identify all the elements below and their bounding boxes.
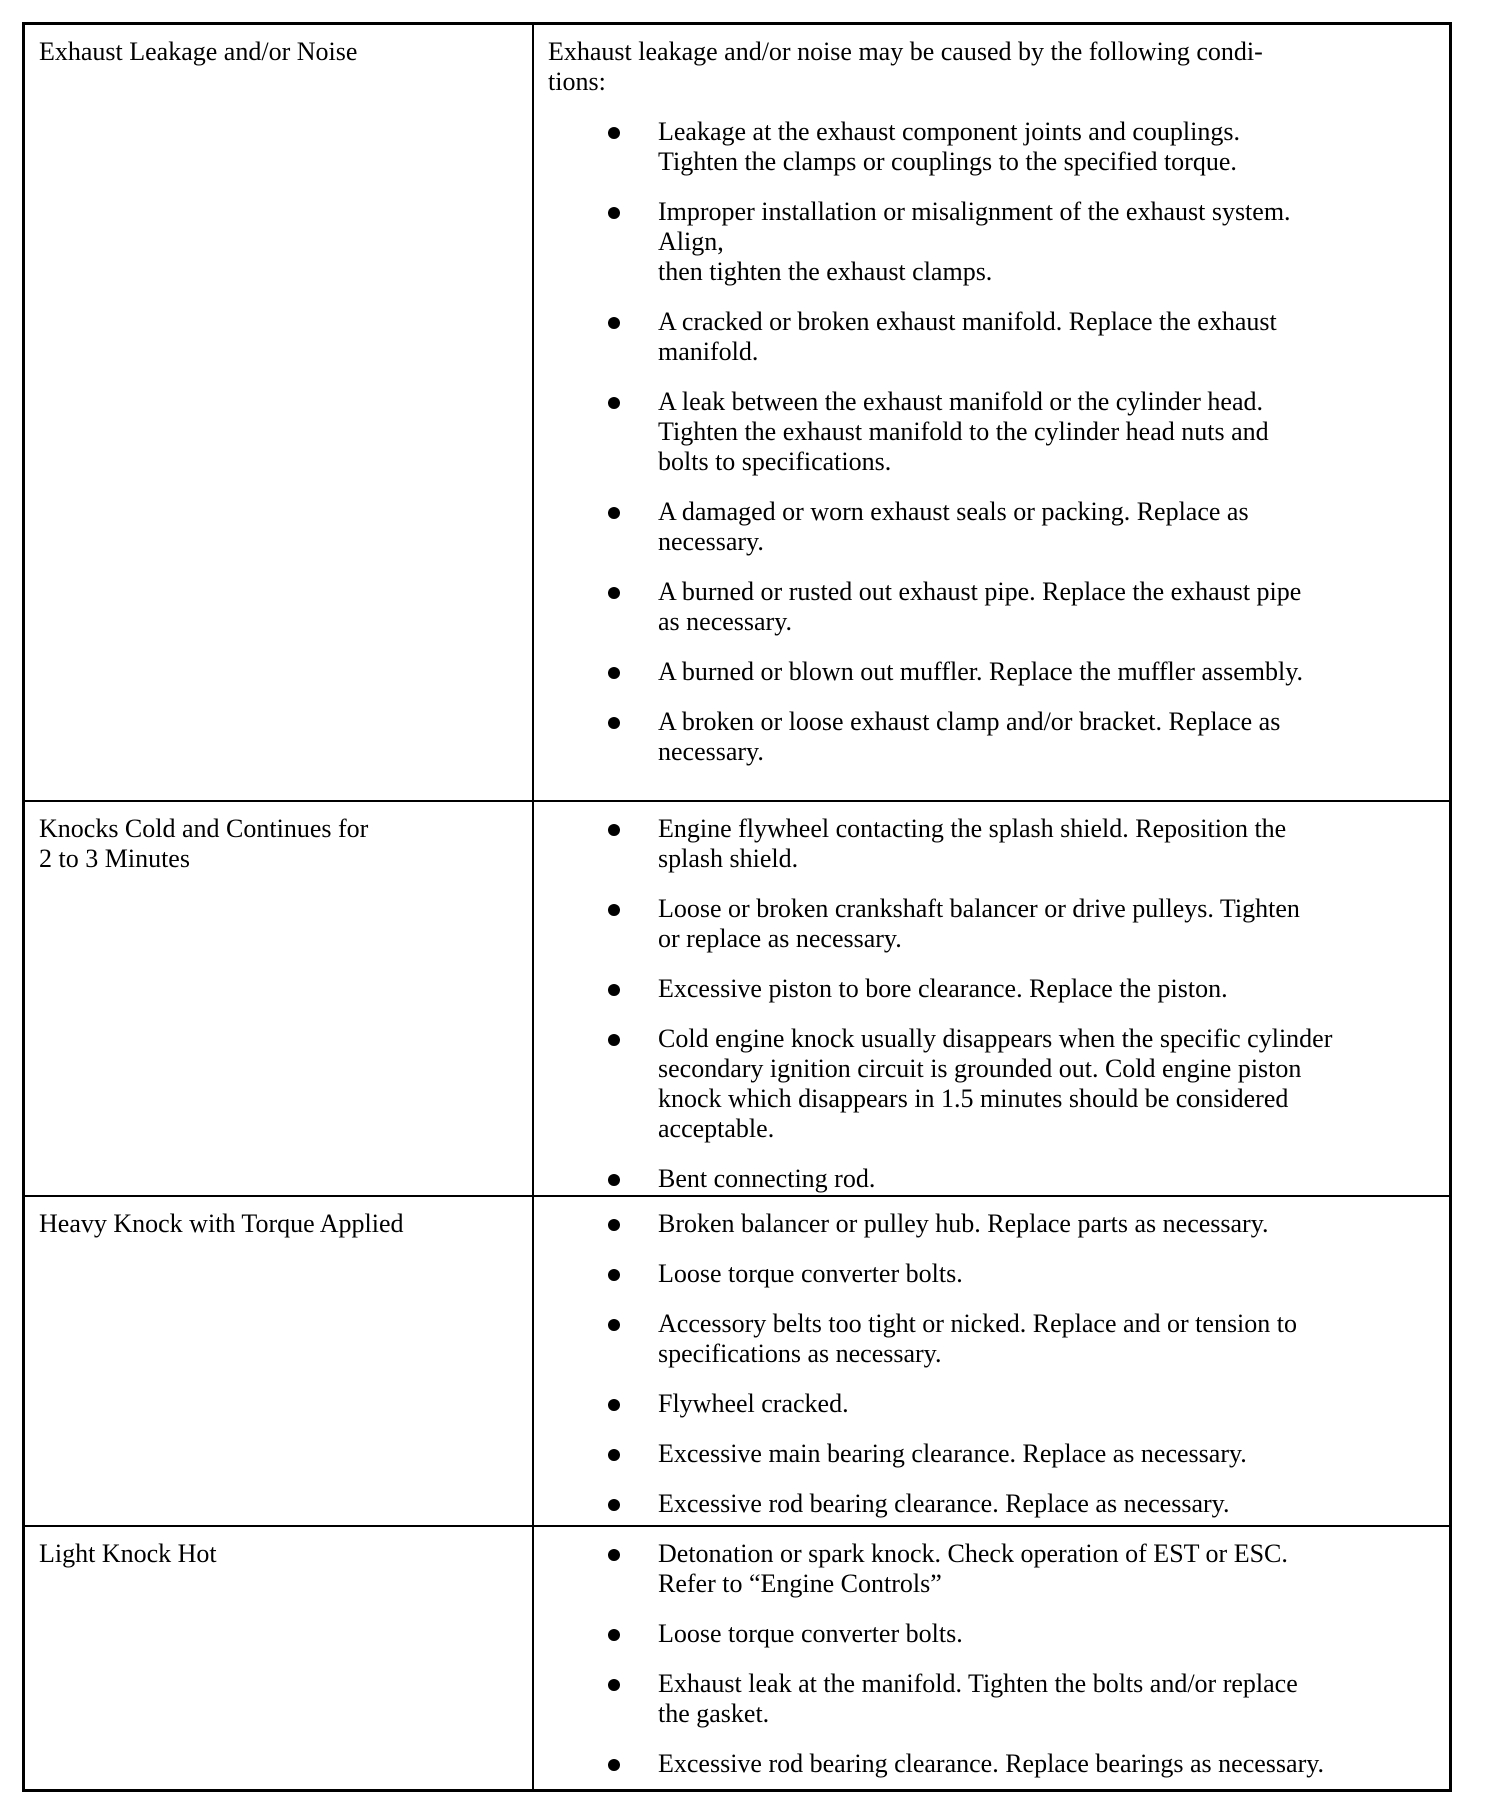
- bullet-icon: [608, 207, 620, 219]
- bullet-icon: [608, 1679, 620, 1691]
- list-item: Engine flywheel contacting the splash shield. Reposition the splash shield.: [548, 814, 1435, 874]
- list-item: Excessive rod bearing clearance. Replace bearings as necessary.: [548, 1749, 1435, 1779]
- list-item: Loose torque converter bolts.: [548, 1259, 1435, 1289]
- list-item: Loose or broken crankshaft balancer or drive pulleys. Tighten or replace as necessary.: [548, 894, 1435, 954]
- table-row: [25, 1195, 1449, 1525]
- condition-cell: Heavy Knock with Torque Applied: [25, 1197, 534, 1525]
- list-item: Accessory belts too tight or nicked. Replace and or tension to specifications as necessary.: [548, 1309, 1435, 1369]
- list-item: A damaged or worn exhaust seals or packing. Replace as necessary.: [548, 497, 1435, 557]
- list-item: Improper installation or misalignment of the exhaust system. Align, then tighten the exhaust clamps.: [548, 197, 1435, 287]
- bullet-icon: [608, 1449, 620, 1461]
- bullet-icon: [608, 717, 620, 729]
- condition-cell: Knocks Cold and Continues for 2 to 3 Minutes: [25, 802, 534, 1195]
- list-item: Leakage at the exhaust component joints and couplings. Tighten the clamps or couplings to the specified torque.: [548, 117, 1435, 177]
- intro-text: Exhaust leakage and/or noise may be caused by the following condi- tions:: [548, 37, 1263, 96]
- bullet-icon: [608, 824, 620, 836]
- list-item: Loose torque converter bolts.: [548, 1619, 1435, 1649]
- causes-list: [548, 1209, 1435, 1519]
- list-item: Exhaust leak at the manifold. Tighten the bolts and/or replace the gasket.: [548, 1669, 1435, 1729]
- bullet-icon: [608, 317, 620, 329]
- causes-cell: [534, 802, 1449, 1195]
- bullet-icon: [608, 1219, 620, 1231]
- causes-cell: [534, 25, 1449, 800]
- diagnosis-table: [22, 22, 1452, 1792]
- bullet-icon: [608, 1759, 620, 1771]
- list-item: Detonation or spark knock. Check operation of EST or ESC. Refer to “Engine Controls”: [548, 1539, 1435, 1599]
- list-item: A broken or loose exhaust clamp and/or bracket. Replace as necessary.: [548, 707, 1435, 767]
- bullet-icon: [608, 1269, 620, 1281]
- list-item: Cold engine knock usually disappears when the specific cylinder secondary ignition circuit is grounded out. Cold engine piston knock which disappears in 1.5 minutes should be considered acceptable.: [548, 1024, 1435, 1144]
- bullet-icon: [608, 1319, 620, 1331]
- list-item: A burned or rusted out exhaust pipe. Replace the exhaust pipe as necessary.: [548, 577, 1435, 637]
- causes-list: [548, 117, 1435, 767]
- list-item: Excessive piston to bore clearance. Replace the piston.: [548, 974, 1435, 1004]
- table-row: [25, 800, 1449, 1195]
- causes-cell: [534, 1527, 1449, 1789]
- causes-list: [548, 1539, 1435, 1779]
- bullet-icon: [608, 127, 620, 139]
- bullet-icon: [608, 1174, 620, 1186]
- list-item: A leak between the exhaust manifold or the cylinder head. Tighten the exhaust manifold to the cylinder head nuts and bolts to specifications.: [548, 387, 1435, 477]
- bullet-icon: [608, 984, 620, 996]
- bullet-icon: [608, 667, 620, 679]
- table-row: [25, 25, 1449, 800]
- list-item: Excessive rod bearing clearance. Replace as necessary.: [548, 1489, 1435, 1519]
- condition-cell: Light Knock Hot: [25, 1527, 534, 1789]
- table-row: [25, 1525, 1449, 1789]
- condition-cell: Exhaust Leakage and/or Noise: [25, 25, 534, 800]
- bullet-icon: [608, 1499, 620, 1511]
- bullet-icon: [608, 1034, 620, 1046]
- list-item: Bent connecting rod.: [548, 1164, 1435, 1194]
- causes-cell: [534, 1197, 1449, 1525]
- list-item: Flywheel cracked.: [548, 1389, 1435, 1419]
- list-item: Broken balancer or pulley hub. Replace parts as necessary.: [548, 1209, 1435, 1239]
- list-item: Excessive main bearing clearance. Replace as necessary.: [548, 1439, 1435, 1469]
- list-item: A burned or blown out muffler. Replace the muffler assembly.: [548, 657, 1435, 687]
- causes-list: [548, 814, 1435, 1194]
- bullet-icon: [608, 397, 620, 409]
- bullet-icon: [608, 587, 620, 599]
- bullet-icon: [608, 1399, 620, 1411]
- bullet-icon: [608, 904, 620, 916]
- bullet-icon: [608, 1629, 620, 1641]
- bullet-icon: [608, 507, 620, 519]
- list-item: A cracked or broken exhaust manifold. Replace the exhaust manifold.: [548, 307, 1435, 367]
- bullet-icon: [608, 1549, 620, 1561]
